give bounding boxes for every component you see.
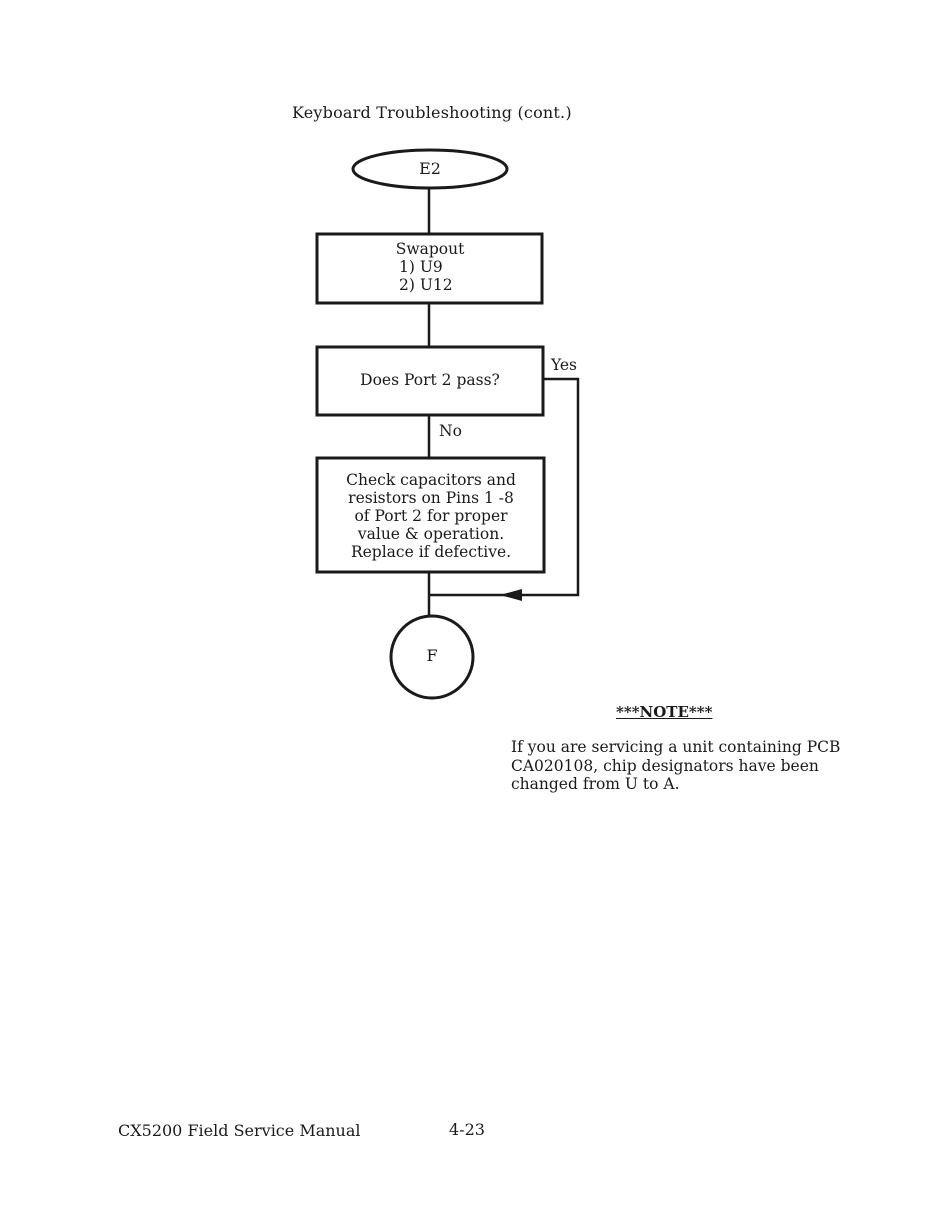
no-label: No	[439, 422, 462, 440]
yes-label: Yes	[551, 356, 578, 374]
swapout-item-2: 2) U12	[399, 276, 453, 294]
action-line-1: Check capacitors and	[346, 471, 516, 489]
action-line-2: resistors on Pins 1 -8	[348, 489, 514, 507]
action-line-3: of Port 2 for proper	[354, 507, 508, 525]
yes-branch-arrowhead	[500, 589, 522, 601]
decision-box-text: Does Port 2 pass?	[360, 371, 500, 389]
start-terminal-label: E2	[419, 159, 441, 178]
action-box-text	[320, 471, 542, 561]
swapout-title: Swapout	[395, 240, 465, 258]
action-line-5: Replace if defective.	[350, 543, 512, 561]
end-connector-label: F	[426, 646, 438, 665]
footer-page-number: 4-23	[449, 1120, 485, 1139]
note-body: If you are servicing a unit containing PCB CA020108, chip designators have been changed from U to A.	[511, 738, 841, 793]
footer-manual-title: CX5200 Field Service Manual	[118, 1121, 361, 1140]
note-title: ***NOTE***	[616, 703, 713, 721]
action-line-4: value & operation.	[357, 525, 505, 543]
swapout-item-1: 1) U9	[399, 258, 443, 276]
page-heading: Keyboard Troubleshooting (cont.)	[292, 103, 572, 122]
swapout-box-text	[320, 240, 540, 294]
